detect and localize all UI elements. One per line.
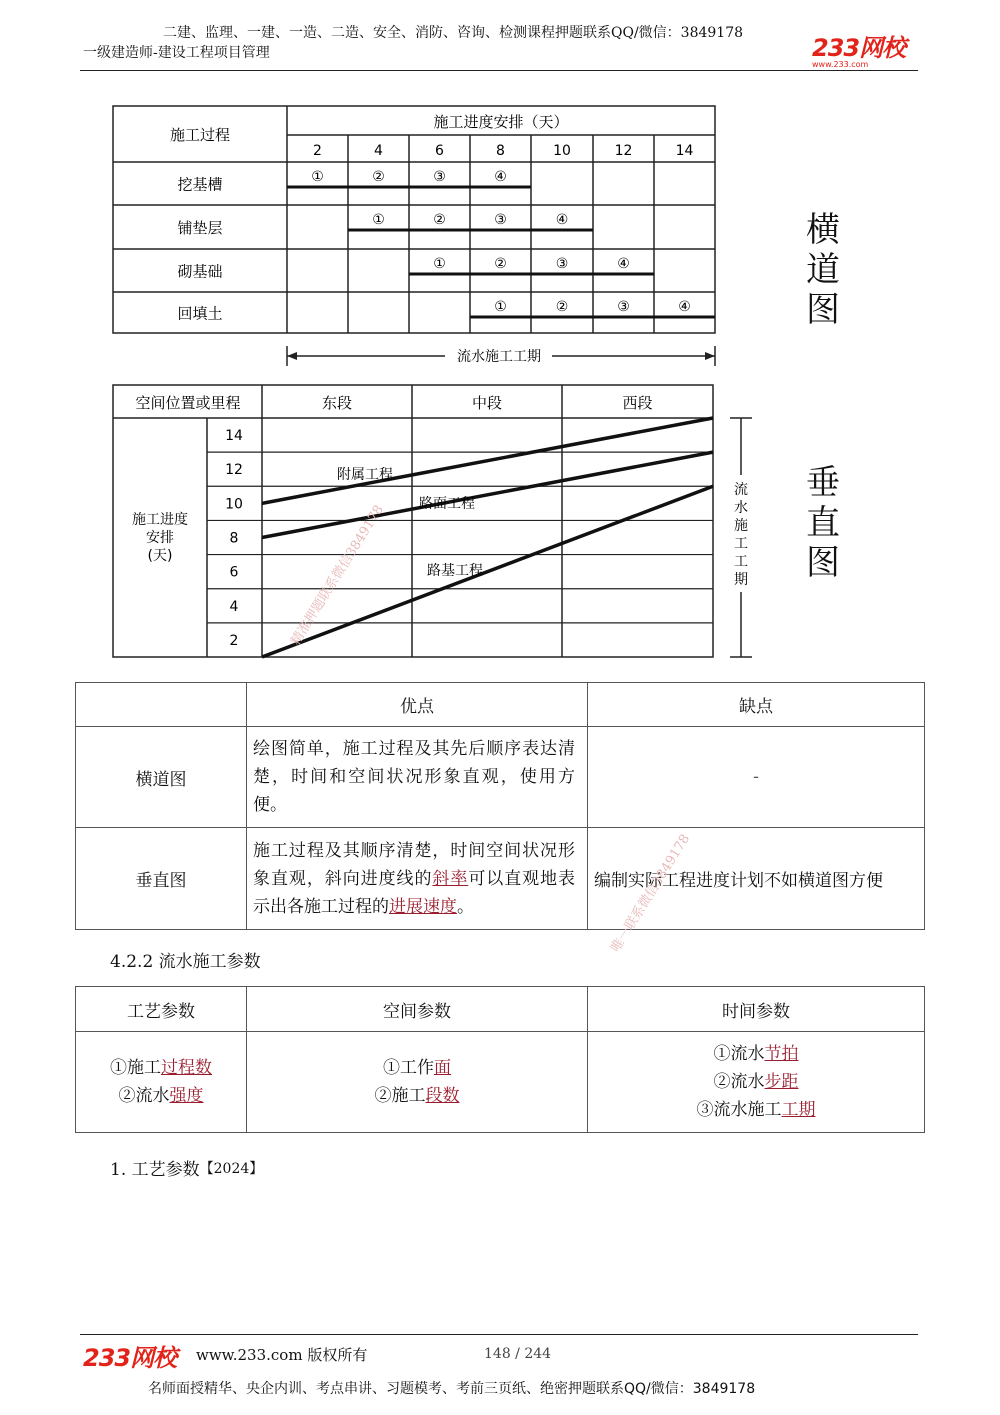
compare-row-gantt-name: 横道图 [76,727,247,828]
vc-period-char: 工 [734,554,748,570]
param-item [589,1040,923,1068]
vc-progress-line [262,452,713,537]
compare-row-vertical [76,828,925,930]
subheading-year: 【2024】 [199,1161,264,1177]
header-logo [812,28,905,69]
footer-contact-line: 名师面授精华、央企内训、考点串讲、习题模考、考前三页纸、绝密押题联系QQ/微信：3849178 [148,1381,756,1397]
footer-logo: 233网校 [83,1344,177,1372]
gantt-segment-label: ② [494,256,507,272]
vc-y-tick: 14 [225,428,243,445]
page-number: 148 / 244 [484,1346,552,1362]
compare-row-vertical-pros [247,828,588,930]
param-item-keyword: 节拍 [764,1044,799,1064]
gantt-segment-label: ② [555,299,569,315]
param-item [589,1068,923,1096]
gantt-segment-label: ④ [494,169,507,185]
gantt-segment-label: ① [372,212,385,228]
compare-header-row [76,683,925,727]
keyword-slope: 斜率 [432,868,469,889]
compare-header-pros: 优点 [247,683,588,727]
gantt-process-name: 铺垫层 [177,219,223,237]
param-item-prefix: ②施工 [374,1086,426,1106]
header-rule [80,70,918,71]
vc-y-tick: 10 [225,496,243,513]
vc-period-char: 流 [734,482,748,498]
vc-segment-header: 东段 [321,394,353,412]
compare-header-empty [76,683,247,727]
vc-corner-header: 空间位置或里程 [135,394,241,412]
gantt-process-name: 回填土 [177,304,223,323]
gantt-process-name: 挖基槽 [177,175,223,194]
vertical-chart [110,382,760,662]
vc-y-title-line: (天) [147,548,173,564]
vc-line-label: 路基工程 [427,563,483,579]
vc-y-tick: 8 [229,530,239,547]
gantt-segment-label: ③ [494,212,507,228]
gantt-segment-label: ① [433,256,446,272]
vc-period-char: 期 [734,572,748,588]
gantt-segment-label: ④ [617,256,630,272]
param-item [248,1082,586,1110]
gantt-segment-label: ③ [617,299,630,315]
pros-text-a: 施工过程及其顺序清楚，时间空间状况形象直观，斜向进度线的 [253,840,575,889]
gantt-day-label: 4 [374,143,383,159]
header-contact-line: 二建、监理、一建、一造、二造、安全、消防、咨询、检测课程押题联系QQ/微信：3849178 [163,25,744,41]
keyword-progress-speed: 进展速度 [389,896,457,917]
param-item [77,1054,245,1082]
gantt-period-label: 流水施工工期 [457,349,541,365]
param-item-prefix: ③流水施工 [696,1100,782,1120]
param-item-keyword: 过程数 [161,1058,212,1078]
vc-y-tick: 12 [225,462,243,479]
param-item-prefix: ①流水 [713,1044,765,1064]
vc-period-char: 水 [734,500,748,516]
watermark-1: 精准押题联系微信3849178 [288,502,387,649]
gantt-day-label: 10 [553,143,571,159]
param-item [589,1096,923,1124]
pros-text-c: 可以直观地表示出各施工过程的 [253,868,576,917]
vc-progress-line [262,418,713,503]
gantt-chart [110,103,730,378]
param-item-prefix: ②流水 [713,1072,765,1092]
vc-segment-header: 西段 [622,394,653,412]
header-logo-url: www.233.com [812,60,869,69]
vc-y-title-line: 安排 [146,530,174,546]
gantt-day-label: 6 [435,143,444,159]
param-item-keyword: 段数 [425,1086,460,1106]
vc-y-tick: 2 [229,632,239,649]
compare-row-vertical-cons: 编制实际工程进度计划不如横道图方便 [588,828,925,930]
gantt-segment-label: ② [372,169,385,185]
watermark-2: 唯一联系微信3849178 [608,831,694,956]
compare-header-cons: 缺点 [588,683,925,727]
header-book-title: 一级建造师-建设工程项目管理 [83,45,270,61]
vc-y-tick: 6 [229,564,239,581]
vc-segment-header: 中段 [471,394,503,412]
param-item-keyword: 工期 [781,1100,816,1120]
gantt-segment-label: ② [433,212,446,228]
compare-row-gantt-cons: - [588,727,925,828]
vc-line-label: 路面工程 [419,496,475,512]
compare-table [75,682,925,930]
gantt-side-title: 横道图 [806,210,840,330]
params-body-row [76,1032,925,1133]
gantt-segment-label: ④ [555,212,569,228]
gantt-segment-label: ① [311,169,324,185]
param-item-prefix: ①工作 [383,1058,434,1078]
param-item [248,1054,586,1082]
gantt-segment-label: ③ [555,256,569,272]
vc-y-tick: 4 [229,598,239,615]
params-table [75,986,925,1133]
gantt-segment-label: ③ [433,169,446,185]
footer-rule [80,1334,918,1335]
params-header-process: 工艺参数 [76,987,247,1032]
params-time-cell [588,1032,925,1133]
gantt-day-label: 12 [614,143,633,159]
compare-row-gantt [76,727,925,828]
params-header-time: 时间参数 [588,987,925,1032]
compare-row-vertical-name: 垂直图 [76,828,247,930]
gantt-col1-header: 施工过程 [169,126,231,144]
params-header-row [76,987,925,1032]
pros-text-e: 。 [457,896,474,917]
gantt-day-label: 14 [675,143,694,159]
gantt-day-label: 8 [496,143,505,159]
gantt-schedule-header: 施工进度安排（天） [433,113,569,131]
compare-row-gantt-pros: 绘图简单，施工过程及其先后顺序表达清楚，时间和空间状况形象直观，使用方便。 [247,727,588,828]
vc-y-title-line: 施工进度 [132,512,188,528]
gantt-segment-label: ① [494,299,507,315]
param-item-keyword: 步距 [764,1072,799,1092]
params-header-space: 空间参数 [247,987,588,1032]
vertical-side-title: 垂直图 [806,463,840,583]
gantt-day-label: 2 [313,143,322,159]
param-item [77,1082,245,1110]
gantt-process-name: 砌基础 [177,262,223,281]
header-logo-text: 233网校 [812,34,906,62]
params-process-cell [76,1032,247,1133]
section-title: 4.2.2 流水施工参数 [110,952,261,972]
subheading [110,1155,263,1180]
vc-period-char: 工 [734,536,748,552]
param-item-keyword: 面 [434,1058,451,1078]
vc-line-label: 附属工程 [337,467,393,483]
params-space-cell [247,1032,588,1133]
param-item-keyword: 强度 [169,1086,204,1106]
param-item-prefix: ②流水 [118,1086,170,1106]
param-item-prefix: ①施工 [110,1058,161,1078]
footer-site: www.233.com 版权所有 [196,1346,368,1364]
gantt-segment-label: ④ [678,299,691,315]
vc-period-char: 施 [734,518,748,534]
subheading-text: 1. 工艺参数 [110,1160,200,1180]
